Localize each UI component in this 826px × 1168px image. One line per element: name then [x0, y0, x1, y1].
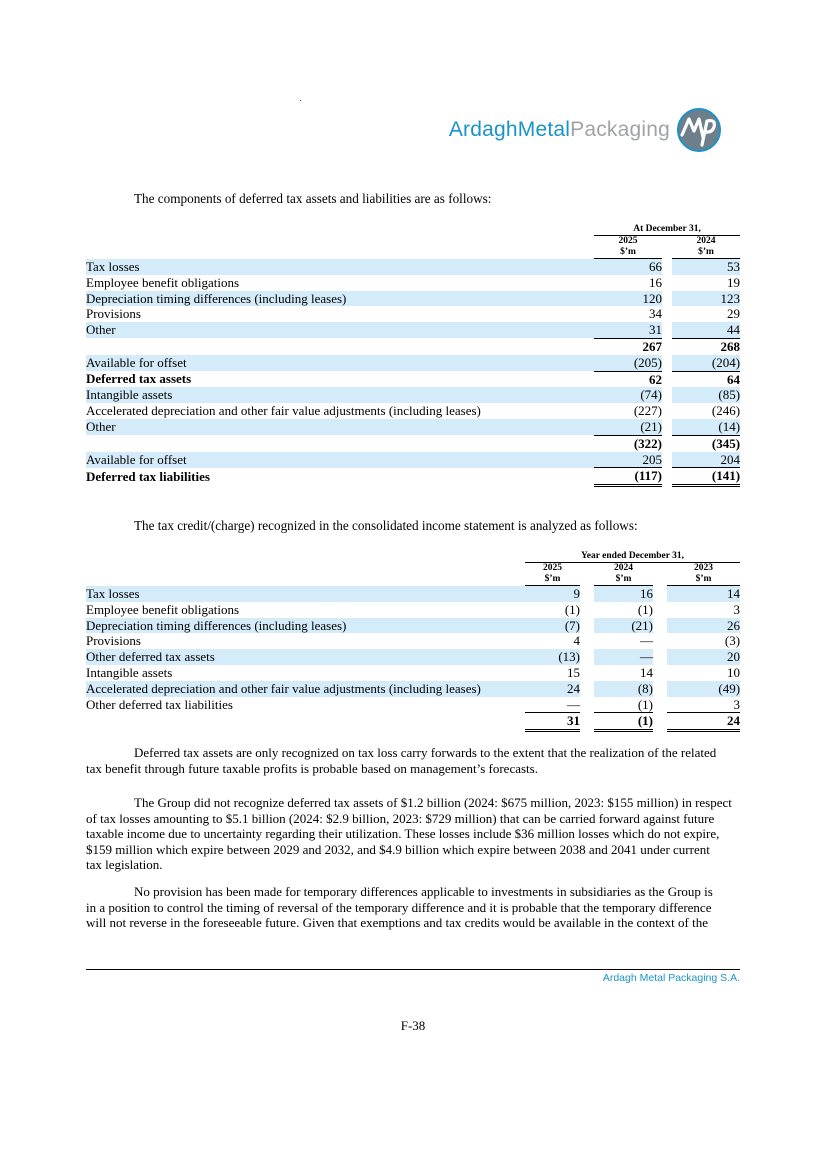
column-gap: [662, 452, 672, 468]
row-label: Other deferred tax liabilities: [86, 696, 233, 712]
cell-value: 14: [667, 586, 740, 602]
column-gap: [662, 468, 672, 486]
row-label: Accelerated depreciation and other fair value adjustments (including leases): [86, 681, 525, 697]
table-row: [86, 649, 740, 665]
cell-value: (1): [594, 713, 653, 731]
row-label: Other deferred tax assets: [86, 649, 525, 665]
cell-value: (1): [564, 601, 580, 617]
column-gap: [662, 419, 672, 435]
table-row: [86, 259, 740, 275]
table-row: [86, 371, 740, 387]
column-gap: [662, 259, 672, 275]
row-label: Employee benefit obligations: [86, 601, 240, 617]
column-gap: [662, 275, 672, 291]
column-gap: [662, 435, 672, 451]
table-row: [86, 681, 740, 697]
column-gap: [662, 387, 672, 403]
table-row: [86, 602, 740, 618]
row-label: Provisions: [86, 306, 141, 322]
table-row: [86, 468, 740, 486]
column-gap: [662, 371, 672, 387]
footer-company-name: Ardagh Metal Packaging S.A.: [602, 972, 740, 984]
row-label: Intangible assets: [86, 664, 173, 680]
cell-value: (246): [711, 403, 741, 419]
column-gap: [653, 602, 667, 618]
cell-value: 16: [594, 586, 653, 602]
cell-value: 31: [594, 322, 662, 338]
year-header: 2024: [614, 563, 633, 573]
cell-value: (3): [724, 633, 741, 649]
table-row: [86, 403, 740, 419]
row-label: Tax losses: [86, 586, 525, 602]
column-gap: [580, 602, 594, 618]
cell-value: 120: [594, 291, 662, 307]
cell-value: 3: [733, 696, 741, 712]
cell-value: 16: [649, 274, 662, 290]
unit-header: $’m: [672, 247, 740, 259]
cell-value: —: [594, 649, 653, 665]
cell-value: (7): [525, 618, 580, 634]
cell-value: (205): [594, 355, 662, 371]
cell-value: 34: [649, 306, 662, 322]
column-gap: [653, 618, 667, 634]
column-gap: [580, 633, 594, 649]
paragraph-unrecognized-losses: [86, 795, 740, 873]
table-row: [86, 322, 740, 338]
row-label: Other: [86, 322, 594, 338]
row-label: Accelerated depreciation and other fair value adjustments (including leases): [86, 403, 481, 419]
paragraph-subsidiaries: [86, 884, 740, 931]
year-header: 2025: [618, 236, 638, 246]
company-logo: [449, 105, 724, 155]
column-gap: [662, 291, 672, 307]
cell-value: 3: [733, 601, 741, 617]
cell-value: 29: [727, 306, 741, 322]
cell-value: (49): [667, 681, 740, 697]
cell-value: 123: [672, 291, 740, 307]
table-row: [86, 306, 740, 322]
row-label: Tax losses: [86, 259, 594, 275]
unit-header: $’m: [594, 247, 662, 259]
row-label: [86, 713, 525, 731]
table-row: [86, 452, 740, 468]
paragraph-line: will not reverse in the foreseeable future. Given that exemptions and tax credits would be available in the context of the: [86, 915, 708, 931]
row-label: Available for offset: [86, 355, 594, 371]
paragraph-line: of tax losses amounting to $5.1 billion (2024: $2.9 billion, 2023: $729 million) that can be carried forward against future: [86, 810, 715, 826]
cell-value: (322): [594, 435, 662, 451]
period-header: At December 31,: [594, 224, 740, 236]
cell-value: 26: [667, 618, 740, 634]
column-gap: [662, 338, 672, 354]
deferred-tax-components-table: [86, 224, 740, 487]
cell-value: (1): [637, 601, 653, 617]
cell-value: 19: [727, 274, 741, 290]
row-label: Intangible assets: [86, 387, 594, 403]
period-header: Year ended December 31,: [525, 551, 740, 563]
cell-value: 15: [567, 664, 580, 680]
unit-header: $’m: [667, 574, 740, 586]
cell-value: 10: [727, 664, 741, 680]
cell-value: —: [567, 696, 580, 712]
table-row: [86, 355, 740, 371]
column-gap: [653, 681, 667, 697]
cell-value: —: [640, 633, 653, 649]
paragraph-line: taxable income due to uncertainty regarding their utilization. These losses include $36 million losses which do not expire,: [86, 826, 720, 842]
section2-intro: The tax credit/(charge) recognized in the consolidated income statement is analyzed as follows:: [134, 518, 638, 533]
paragraph-line: No provision has been made for temporary differences applicable to investments in subsidiaries as the Group is: [134, 884, 713, 899]
stray-dot: [300, 100, 301, 101]
table-row: [86, 275, 740, 291]
column-gap: [653, 633, 667, 649]
table-row: [86, 618, 740, 634]
column-gap: [662, 306, 672, 322]
row-label: [86, 338, 594, 354]
cell-value: (14): [672, 419, 740, 435]
unit-header: $’m: [525, 574, 580, 586]
cell-value: (74): [594, 387, 662, 403]
cell-value: (117): [594, 468, 662, 486]
cell-value: 20: [667, 649, 740, 665]
row-label: Deferred tax assets: [86, 371, 192, 387]
table-row: [86, 697, 740, 713]
column-gap: [653, 649, 667, 665]
paragraph-line: tax benefit through future taxable profits is probable based on management’s forecasts.: [86, 760, 538, 776]
section1-intro: The components of deferred tax assets and liabilities are as follows:: [134, 191, 492, 206]
cell-value: 267: [594, 338, 662, 354]
logo-mark-icon: [674, 105, 724, 155]
cell-value: 62: [594, 371, 662, 387]
row-label: Employee benefit obligations: [86, 274, 240, 290]
page-number: F-38: [400, 1018, 426, 1033]
column-gap: [580, 681, 594, 697]
paragraph-line: $159 million which expire between 2029 and 2032, and $4.9 billion which expire between 2038 and 2041 under current: [86, 841, 710, 857]
row-label: Provisions: [86, 633, 141, 649]
cell-value: 14: [640, 664, 653, 680]
cell-value: (227): [633, 403, 662, 419]
cell-value: 204: [672, 452, 740, 468]
cell-value: 205: [594, 452, 662, 468]
unit-header: $’m: [594, 574, 653, 586]
column-gap: [662, 355, 672, 371]
paragraph-line: in a position to control the timing of reversal of the temporary difference and it is probable that the temporary difference: [86, 899, 712, 915]
cell-value: 31: [525, 713, 580, 731]
row-label: Available for offset: [86, 452, 594, 468]
column-gap: [653, 697, 667, 713]
cell-value: (21): [594, 419, 662, 435]
cell-value: 24: [667, 713, 740, 731]
row-label: Depreciation timing differences (including leases): [86, 291, 594, 307]
cell-value: (345): [672, 435, 740, 451]
column-gap: [653, 713, 667, 731]
cell-value: 9: [525, 586, 580, 602]
row-label: [86, 435, 594, 451]
cell-value: (85): [672, 387, 740, 403]
column-gap: [580, 649, 594, 665]
cell-value: (21): [594, 618, 653, 634]
cell-value: (13): [525, 649, 580, 665]
table-row: [86, 387, 740, 403]
paragraph-line: Deferred tax assets are only recognized on tax loss carry forwards to the extent that the realization of the related: [134, 745, 717, 760]
table-row: [86, 633, 740, 649]
paragraph-line: tax legislation.: [86, 857, 163, 873]
year-header: 2023: [694, 563, 714, 573]
cell-value: (1): [637, 696, 653, 712]
column-gap: [653, 586, 667, 602]
table-row: [86, 419, 740, 435]
column-gap: [580, 618, 594, 634]
table-row: [86, 665, 740, 681]
table-row: [86, 291, 740, 307]
column-gap: [662, 322, 672, 338]
table-row: [86, 435, 740, 451]
footer-rule: [86, 969, 740, 970]
column-gap: [662, 403, 672, 419]
column-gap: [580, 713, 594, 731]
cell-value: 66: [594, 259, 662, 275]
logo-wordmark: ArdaghMetalPackaging: [448, 118, 670, 141]
column-gap: [580, 697, 594, 713]
year-header: 2024: [696, 236, 716, 246]
column-gap: [653, 665, 667, 681]
paragraph-deferred-recognition: [86, 745, 740, 776]
cell-value: (141): [672, 468, 740, 486]
column-gap: [580, 665, 594, 681]
paragraph-line: The Group did not recognize deferred tax assets of $1.2 billion (2024: $675 million, 2023: $155 million) in respect: [134, 795, 732, 810]
cell-value: 53: [672, 259, 740, 275]
cell-value: 4: [573, 633, 580, 649]
row-label: Other: [86, 419, 594, 435]
row-label: Depreciation timing differences (including leases): [86, 618, 525, 634]
year-header: 2025: [543, 563, 562, 573]
table-row: [86, 586, 740, 602]
cell-value: 64: [672, 371, 740, 387]
table-row: [86, 338, 740, 354]
tax-credit-charge-table: [86, 551, 740, 732]
cell-value: (204): [672, 355, 740, 371]
cell-value: 44: [672, 322, 740, 338]
cell-value: 268: [672, 338, 740, 354]
table-row: [86, 713, 740, 731]
cell-value: (8): [594, 681, 653, 697]
row-label: Deferred tax liabilities: [86, 468, 210, 484]
column-gap: [580, 586, 594, 602]
cell-value: 24: [525, 681, 580, 697]
